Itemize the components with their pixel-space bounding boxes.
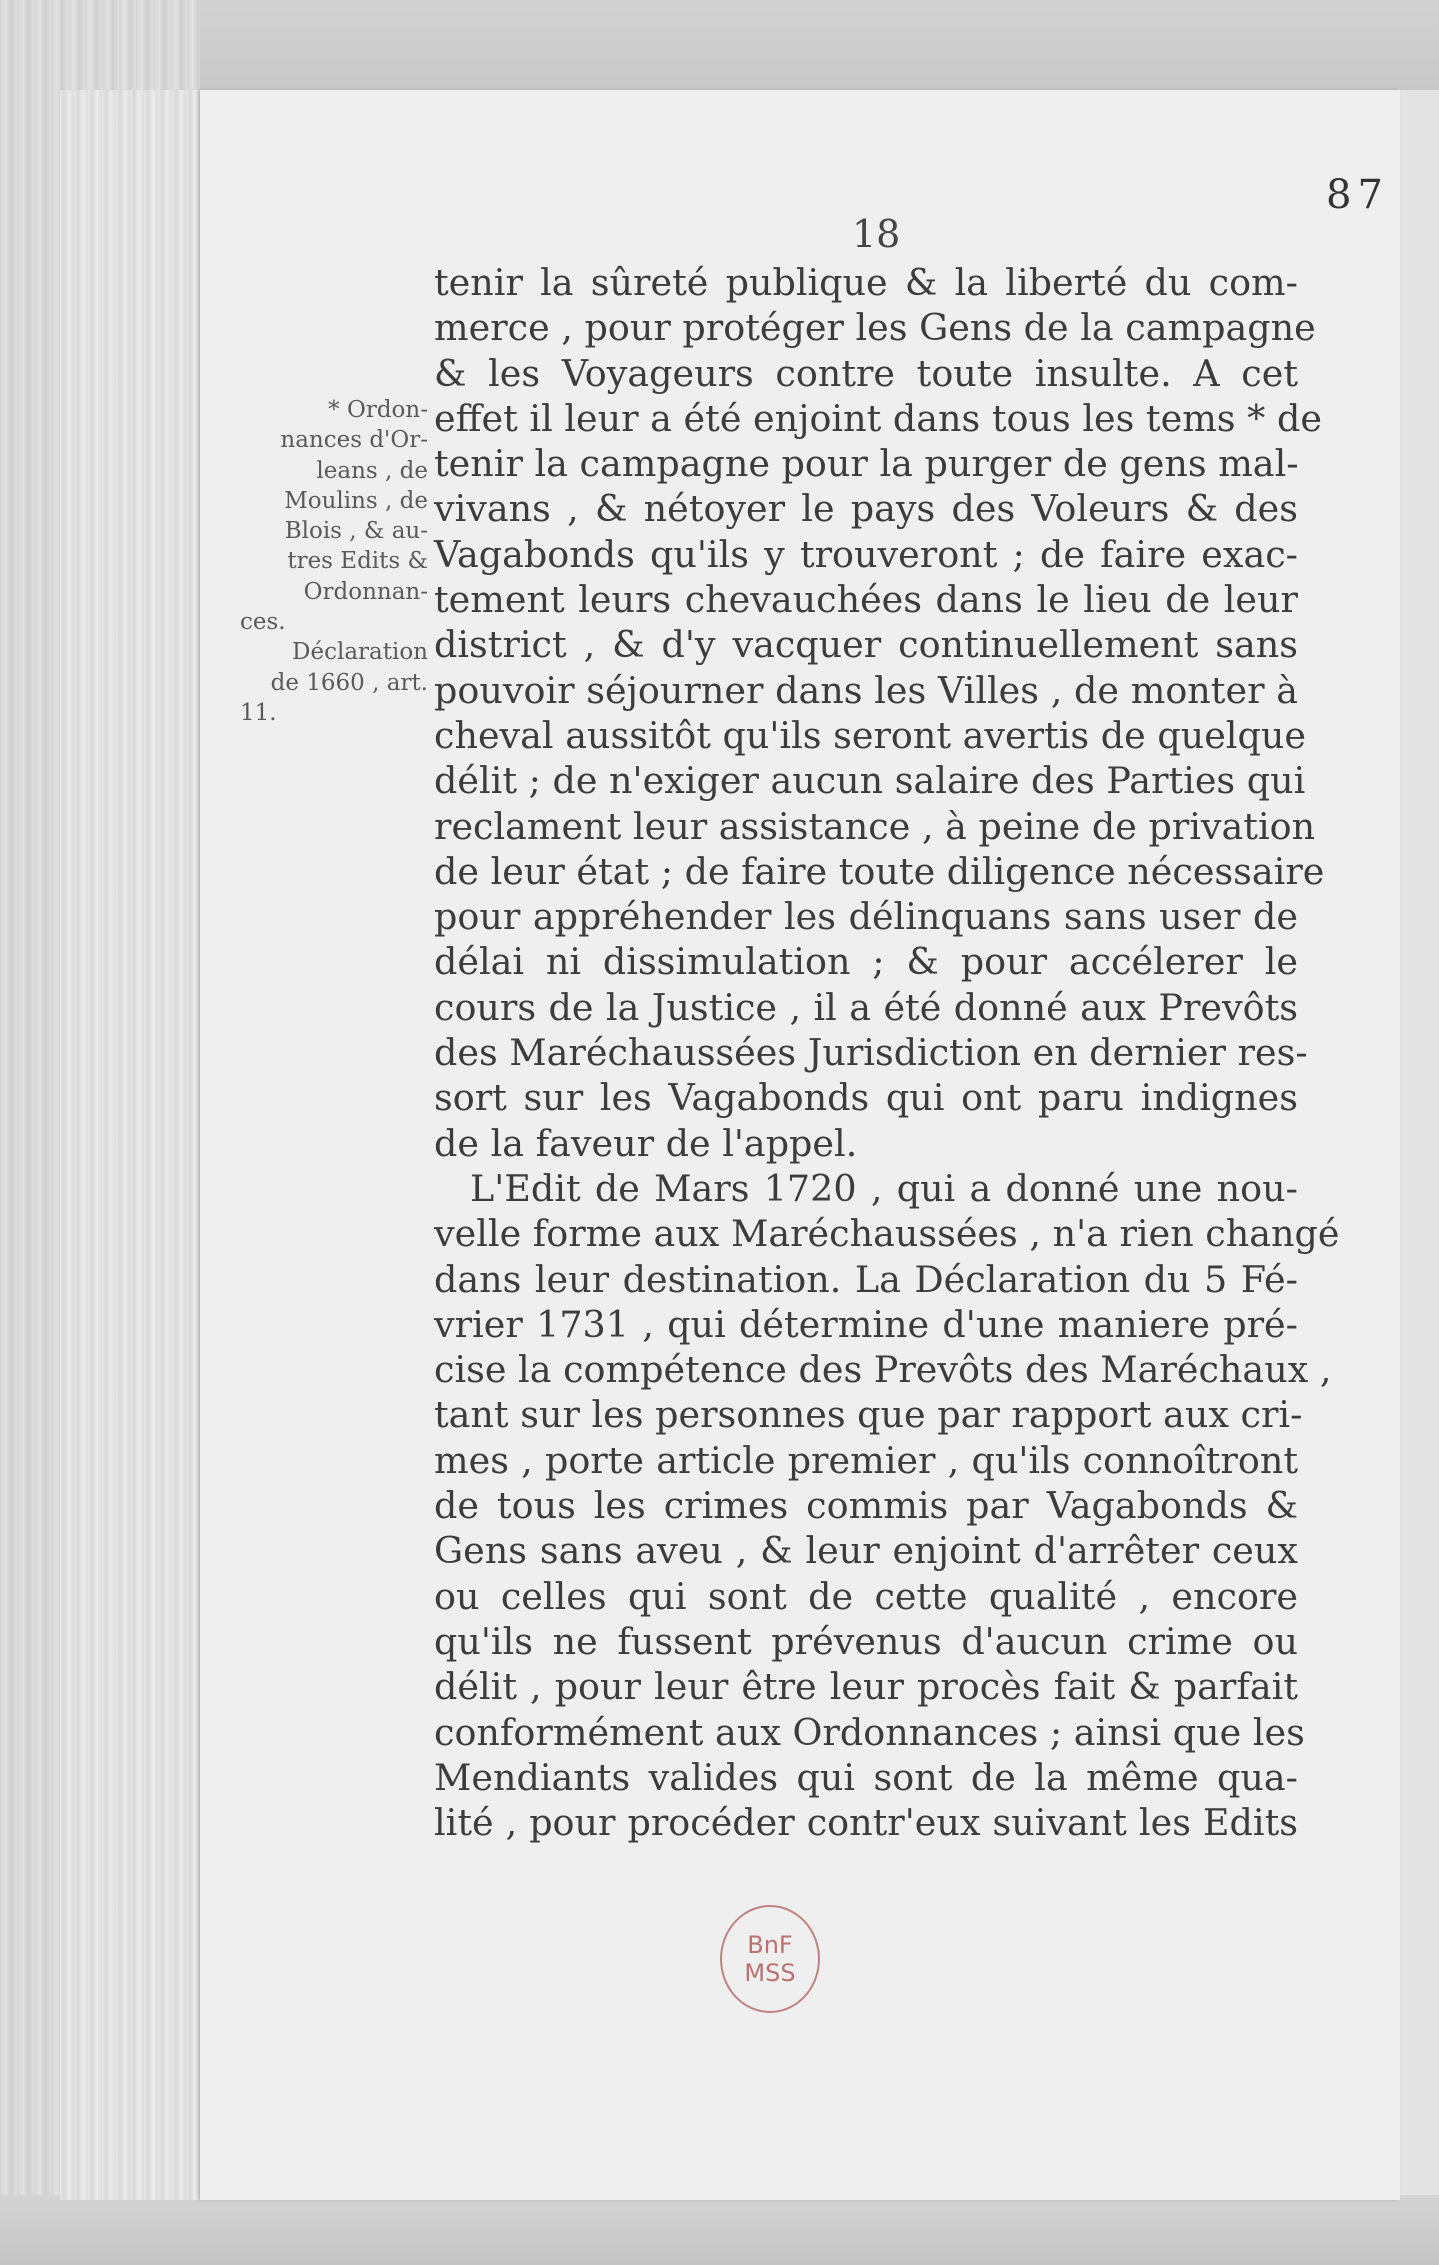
stamp-line: MSS	[744, 1959, 796, 1987]
text-line: tenir la sûreté publique & la liberté du com-	[434, 261, 1298, 304]
text-line: conformément aux Ordonnances ; ainsi que les	[434, 1710, 1305, 1754]
text-line: lité , pour procéder contr'eux suivant les Edits	[434, 1801, 1298, 1845]
text-line: district , & d'y vacquer continuellement sans	[434, 623, 1298, 667]
text-line: qu'ils ne fussent prévenus d'aucun crime ou	[434, 1619, 1298, 1663]
text-line: Vagabonds qu'ils y trouveront ; de faire exac-	[434, 532, 1298, 576]
text-line: vrier 1731 , qui détermine d'une maniere pré-	[434, 1302, 1298, 1346]
text-line: dans leur destination. La Déclaration du 5 Fé-	[434, 1257, 1298, 1301]
text-line: Mendiants valides qui sont de la même qua-	[434, 1755, 1298, 1799]
text-line: pour appréhender les délinquans sans user de	[434, 895, 1298, 939]
text-line: Gens sans aveu , & leur enjoint d'arrêter ceux	[434, 1529, 1298, 1573]
margin-note	[240, 395, 428, 728]
text-line: L'Edit de Mars 1720 , qui a donné une nou-	[470, 1166, 1298, 1210]
page-number: 18	[852, 212, 901, 256]
text-line: cise la compétence des Prevôts des Maréchaux ,	[434, 1348, 1332, 1392]
margin-note-line: de 1660 , art.	[270, 669, 428, 696]
text-line: tenir la campagne pour la purger de gens mal-	[434, 442, 1299, 486]
text-line: délai ni dissimulation ; & pour accélerer le	[434, 940, 1298, 984]
text-line: vivans , & nétoyer le pays des Voleurs & des	[434, 487, 1298, 531]
book-edge	[60, 90, 200, 2200]
scan-frame-bottom	[0, 2195, 1439, 2265]
margin-note-line: Moulins , de	[284, 487, 428, 514]
stamp-line: BnF	[747, 1931, 793, 1959]
margin-note-line: tres Edits &	[287, 548, 428, 575]
margin-note-line: Déclaration	[292, 639, 428, 666]
text-line: de tous les crimes commis par Vagabonds &	[434, 1484, 1298, 1528]
margin-note-line: ces.	[240, 609, 286, 636]
text-line: velle forme aux Maréchaussées , n'a rien changé	[434, 1212, 1340, 1256]
text-line: tement leurs chevauchées dans le lieu de leur	[434, 578, 1298, 622]
text-line: des Maréchaussées Jurisdiction en dernier res-	[434, 1031, 1308, 1075]
margin-note-line: leans , de	[316, 457, 428, 484]
text-line: pouvoir séjourner dans les Villes , de monter à	[434, 668, 1298, 712]
body-text	[434, 260, 1340, 1845]
text-line: délit , pour leur être leur procès fait & parfait	[434, 1665, 1298, 1709]
text-line: ou celles qui sont de cette qualité , encore	[434, 1574, 1298, 1618]
text-line: tant sur les personnes que par rapport aux cri-	[434, 1393, 1303, 1437]
text-line: merce , pour protéger les Gens de la campagne	[434, 306, 1316, 350]
text-line: effet il leur a été enjoint dans tous les tems * de	[434, 396, 1322, 440]
margin-note-line: * Ordon-	[328, 397, 428, 423]
margin-note-line: nances d'Or-	[280, 427, 428, 454]
text-line: & les Voyageurs contre toute insulte. A cet	[434, 351, 1298, 395]
text-line: cheval aussitôt qu'ils seront avertis de quelque	[434, 713, 1306, 757]
text-line: de la faveur de l'appel.	[434, 1121, 858, 1165]
library-stamp	[720, 1905, 820, 2013]
text-line: de leur état ; de faire toute diligence nécessaire	[434, 849, 1325, 893]
text-line: reclament leur assistance , à peine de privation	[434, 804, 1316, 848]
text-line: délit ; de n'exiger aucun salaire des Parties qui	[434, 759, 1306, 803]
text-line: sort sur les Vagabonds qui ont paru indignes	[434, 1076, 1298, 1120]
text-line: cours de la Justice , il a été donné aux Prevôts	[434, 985, 1298, 1029]
margin-note-line: Ordonnan-	[303, 578, 428, 605]
text-line: mes , porte article premier , qu'ils connoîtront	[434, 1438, 1298, 1482]
margin-note-line: 11.	[240, 699, 277, 726]
folio-number: 87	[1326, 172, 1389, 218]
scan-frame-top	[0, 0, 1439, 90]
margin-note-line: Blois , & au-	[284, 518, 428, 545]
